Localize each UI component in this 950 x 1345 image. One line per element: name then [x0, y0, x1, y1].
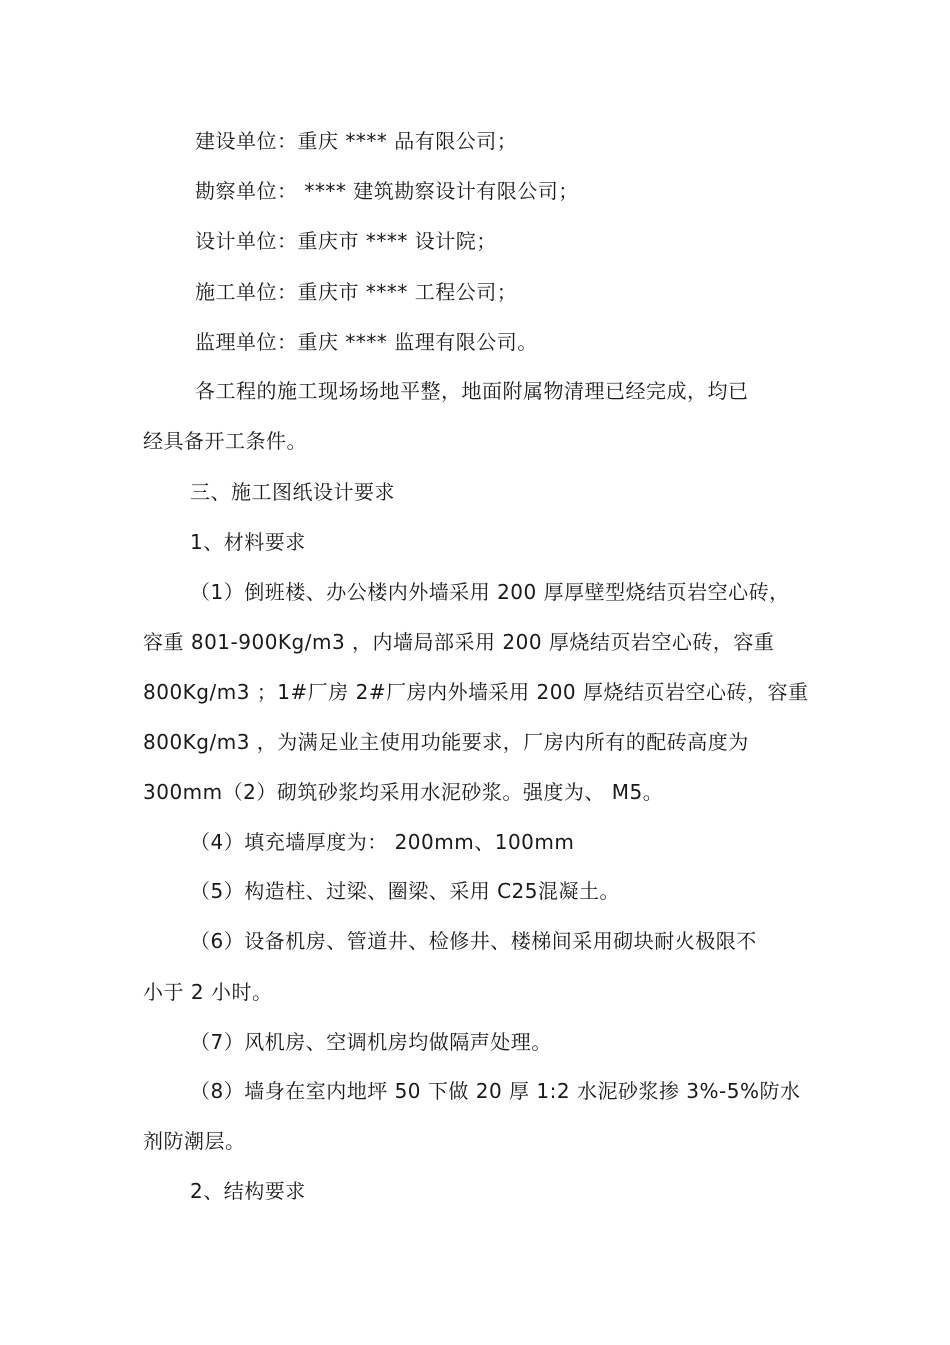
- text-line-item-1-cont-b: 800Kg/m3 ；1#厂房 2#厂房内外墙采用 200 厚烧结页岩空心砖，容重: [143, 680, 809, 704]
- text-line-item-6: （6）设备机房、管道井、检修井、楼梯间采用砌块耐火极限不: [190, 929, 757, 953]
- text-line-survey-unit: 勘察单位： **** 建筑勘察设计有限公司；: [195, 179, 579, 203]
- text-line-design-unit: 设计单位：重庆市 **** 设计院；: [195, 229, 497, 253]
- text-line-item-4: （4）填充墙厚度为： 200mm、100mm: [190, 830, 575, 854]
- text-line-site-condition-cont: 经具备开工条件。: [143, 429, 307, 453]
- text-line-item-1-cont-c: 800Kg/m3 ，为满足业主使用功能要求，厂房内所有的配砖高度为: [143, 730, 749, 754]
- text-line-builder-unit: 施工单位：重庆市 **** 工程公司；: [195, 280, 518, 304]
- section-heading-drawing-requirements: 三、施工图纸设计要求: [190, 480, 395, 504]
- text-line-site-condition: 各工程的施工现场场地平整，地面附属物清理已经完成，均已: [195, 379, 749, 403]
- subheading-material-requirements: 1、材料要求: [190, 530, 306, 554]
- text-line-construction-unit: 建设单位：重庆 **** 品有限公司；: [195, 129, 518, 153]
- text-line-item-6-cont: 小于 2 小时。: [143, 980, 273, 1004]
- text-line-item-8-cont: 剂防潮层。: [143, 1129, 246, 1153]
- text-line-item-1-cont-a: 容重 801-900Kg/m3 ，内墙局部采用 200 厚烧结页岩空心砖，容重: [143, 630, 775, 654]
- text-line-item-7: （7）风机房、空调机房均做隔声处理。: [190, 1030, 552, 1054]
- text-line-item-2: 300mm（2）砌筑砂浆均采用水泥砂浆。强度为、 M5。: [143, 780, 664, 804]
- subheading-structure-requirements: 2、结构要求: [190, 1179, 306, 1203]
- text-line-supervision-unit: 监理单位：重庆 **** 监理有限公司。: [195, 330, 538, 354]
- text-line-item-1: （1）倒班楼、办公楼内外墙采用 200 厚厚壁型烧结页岩空心砖，: [190, 580, 790, 604]
- text-line-item-8: （8）墙身在室内地坪 50 下做 20 厚 1:2 水泥砂浆掺 3%-5%防水: [190, 1079, 801, 1103]
- text-line-item-5: （5）构造柱、过梁、圈梁、采用 C25混凝土。: [190, 879, 620, 903]
